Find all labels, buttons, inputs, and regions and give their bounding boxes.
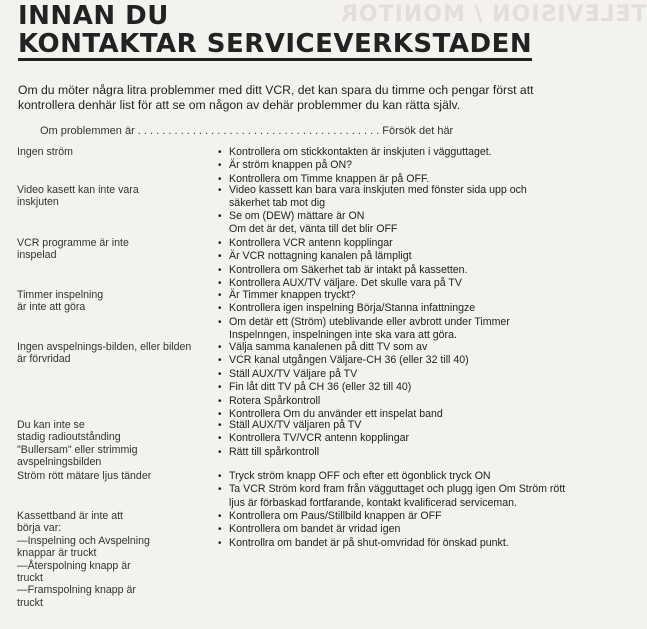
action-bullet: • Kontrollera VCR antenn kopplingar bbox=[218, 237, 603, 250]
bleed-through-text: TELEVISION / MONITOR bbox=[340, 2, 647, 27]
action-bullet: • Är Timmer knappen tryckt? bbox=[218, 289, 603, 302]
action-bullet: • Kontrollera igen inspelning Börja/Stanna infattningze bbox=[218, 302, 603, 315]
action-bullet: • Är VCR nottagning kanalen på lämpligt bbox=[218, 250, 603, 263]
problem-line: Ingen ström bbox=[17, 146, 73, 158]
problem-cell bbox=[17, 237, 217, 262]
problem-line: Video kasett kan inte vara bbox=[17, 184, 139, 196]
problem-line: —Återspolning knapp är bbox=[17, 559, 131, 572]
action-bullet: • Kontrollera TV/VCR antenn kopplingar bbox=[218, 432, 603, 445]
actions-cell bbox=[218, 510, 603, 550]
problem-line: inspelad bbox=[17, 249, 57, 262]
action-bullet: • Ställ AUX/TV Väljare på TV bbox=[218, 368, 603, 381]
action-bullet: • Ta VCR Ström kord fram från vägguttaget och plugg igen Om Ström rött bbox=[218, 483, 603, 496]
action-bullet: • Välja samma kanalenen på ditt TV som av bbox=[218, 341, 603, 354]
actions-cell bbox=[218, 184, 603, 236]
action-bullet: • Kontrollera om Paus/Stillbild knappen är OFF bbox=[218, 510, 603, 523]
problem-cell bbox=[17, 510, 217, 609]
problem-line: avspelningsbilden bbox=[17, 456, 102, 469]
intro-paragraph: Om du möter några litra problemmer med ditt VCR, det kan spara du timme och pengar först att kontrollera denhär list för att se om någon av dehär problemmer du kan rätta själv. bbox=[18, 83, 534, 112]
action-bullet: • Kontrollera om bandet är vridad igen bbox=[218, 523, 603, 536]
problem-line: truckt bbox=[17, 572, 43, 585]
action-bullet: • Fin låt ditt TV på CH 36 (eller 32 till 40) bbox=[218, 381, 603, 394]
actions-cell bbox=[218, 289, 603, 342]
actions-cell bbox=[218, 470, 603, 509]
action-bullet: • Kontrollera om Säkerhet tab är intakt på kassetten. bbox=[218, 264, 603, 277]
action-bullet: • Kontrollera om Timme knappen är på OFF. bbox=[218, 173, 603, 186]
title-line-1: INNAN DU bbox=[18, 1, 169, 31]
actions-cell bbox=[218, 237, 603, 291]
problem-cell bbox=[17, 289, 217, 314]
action-bullet: • Tryck ström knapp OFF och efter ett ögonblick tryck ON bbox=[218, 470, 603, 483]
problem-line: Timmer inspelning bbox=[17, 289, 104, 301]
problem-line: Kassettband är inte att bbox=[17, 510, 124, 522]
action-bullet: • Rätt till spårkontroll bbox=[218, 446, 603, 459]
actions-cell bbox=[218, 341, 603, 421]
actions-cell bbox=[218, 146, 603, 186]
problem-line: inskjuten bbox=[17, 196, 59, 209]
problem-line: "Bullersam" eller strimmig bbox=[17, 443, 138, 456]
action-bullet: • Ställ AUX/TV väljaren på TV bbox=[218, 419, 603, 432]
problem-line: stadig radioutstånding bbox=[17, 431, 121, 444]
action-bullet: • Kontrollera AUX/TV väljare. Det skulle vara på TV bbox=[218, 277, 603, 290]
action-continuation: Om det är det, vänta till det blir OFF bbox=[229, 223, 398, 236]
problem-line: är förvridad bbox=[17, 353, 71, 366]
action-bullet: • Är ström knappen på ON? bbox=[218, 159, 603, 172]
problem-line: är inte att göra bbox=[17, 301, 86, 314]
action-bullet: • Kontrollera Om du använder ett inspelat band bbox=[218, 408, 603, 421]
problem-line: Ingen avspelnings-bilden, eller bilden bbox=[17, 341, 192, 353]
problem-cell bbox=[17, 341, 217, 366]
problem-cell bbox=[17, 470, 217, 482]
problem-line: —Inspelning och Avspelning bbox=[17, 534, 150, 547]
problem-cell bbox=[17, 419, 217, 469]
action-bullet: • Om detär ett (Ström) uteblivande eller avbrott under Timmer bbox=[218, 316, 603, 329]
problem-line: börja var: bbox=[17, 522, 62, 535]
action-bullet: • VCR kanal utgången Väljare-CH 36 (eller 32 till 40) bbox=[218, 354, 603, 367]
action-bullet: • Kontrollra om bandet är på shut-omvridad för önskad punkt. bbox=[218, 537, 603, 550]
table-header: Om problemmen är . . . . . . . . . . . . . . . . . . . . . . . . . . . . . . . . . . . . . . . . Försök det här bbox=[40, 125, 454, 137]
problem-cell bbox=[17, 146, 217, 158]
problem-line: knappar är truckt bbox=[17, 547, 97, 560]
problem-line: —Framspolning knapp är bbox=[17, 584, 136, 597]
problem-line: Ström rött mätare ljus tänder bbox=[17, 470, 152, 482]
action-bullet: • Kontrollera om stickkontakten är inskjuten i vägguttaget. bbox=[218, 146, 603, 159]
problem-cell bbox=[17, 184, 217, 209]
problem-line: truckt bbox=[17, 596, 43, 609]
problem-line: Du kan inte se bbox=[17, 419, 85, 431]
action-continuation: ljus är förbaskad fortfarande, kontakt kvalificerad serviceman. bbox=[229, 496, 517, 509]
action-bullet: • Rotera Spårkontroll bbox=[218, 395, 603, 408]
action-continuation: Inspelnngen, inspelningen inte ska vara att göra. bbox=[229, 329, 457, 342]
page-title bbox=[18, 2, 532, 61]
actions-cell bbox=[218, 419, 603, 459]
action-continuation: säkerhet tab mot dig bbox=[229, 197, 325, 210]
title-line-2: KONTAKTAR SERVICEVERKSTADEN bbox=[18, 29, 533, 59]
action-bullet: • Se om (DEW) mättare är ON bbox=[218, 210, 603, 223]
action-bullet: • Video kassett kan bara vara inskjuten med fönster sida upp och bbox=[218, 184, 603, 197]
problem-line: VCR programme är inte bbox=[17, 237, 129, 249]
